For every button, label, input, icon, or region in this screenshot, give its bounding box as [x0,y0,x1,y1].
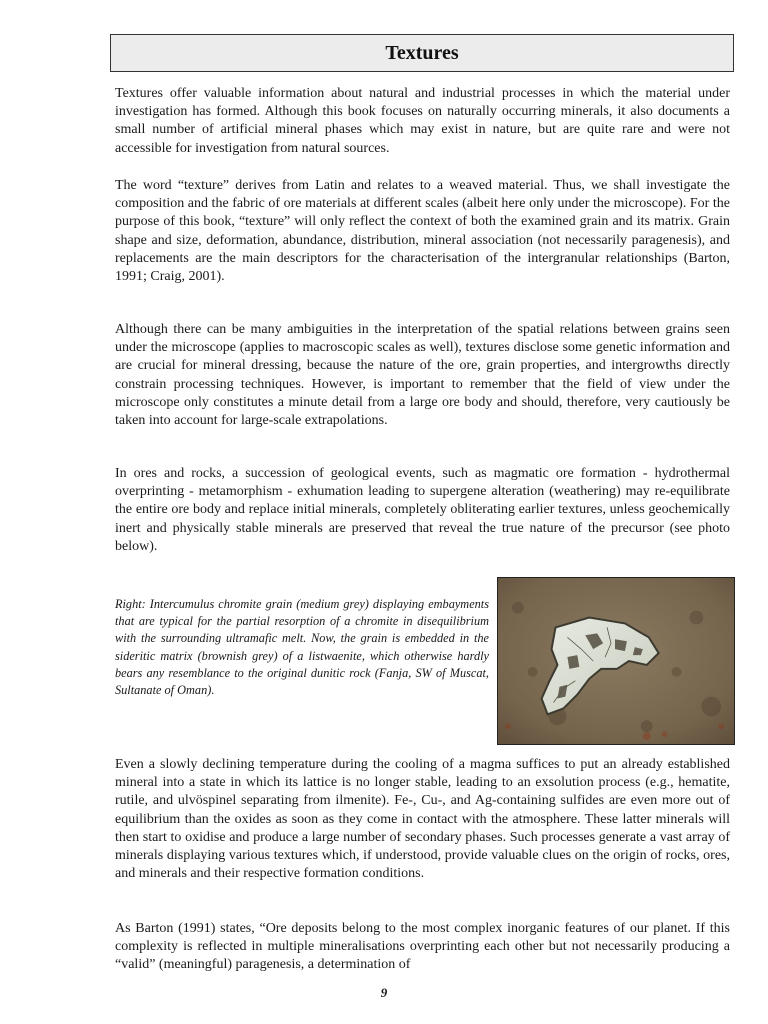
section-title-box [110,34,734,72]
figure-caption: Right: Intercumulus chromite grain (medium grey) displaying embayments that are typical for the partial resorption of a chromite in disequilibrium with the surrounding ultramafic melt. Now, the grain is embedded in the sideritic matrix (brownish grey) of a listwaenite, which otherwise hardly bears any resemblance to the original dunitic rock (Fanja, SW of Muscat, Sultanate of Oman). [115,597,489,698]
paragraph-barton-quote: As Barton (1991) states, “Ore deposits belong to the most complex inorganic features of our planet. If this complexity is reflected in multiple mineralisations overprinting each other but not necessarily producing a “valid” (meaningful) paragenesis, a determination of [115,921,730,973]
page-number: 9 [380,985,388,1000]
section-title: Textures [385,41,459,64]
paragraph-ambiguities: Although there can be many ambiguities in the interpretation of the spatial relations between grains seen under the microscope (applies to macroscopic scales as well), textures disclose some genetic information and are crucial for mineral dressing, because the nature of the ore, grain properties, and intergrowths directly constrain processing techniques. However, is important to remember that the field of view under the microscope only constitutes a minute detail from a large ore body and should, therefore, very cautiously be taken into account for large-scale extrapolations. [115,322,730,429]
chromite-grain-micrograph [498,578,734,744]
micrograph-photo [497,577,735,745]
paragraph-geological-events: In ores and rocks, a succession of geological events, such as magmatic ore formation - hydrothermal overprinting - metamorphism - exhumation leading to supergene alteration (weathering) may re-equilibrate the entire ore body and replace initial minerals, completely obliterating earlier textures, unless geochemically inert and physically stable minerals are preserved that reveal the true nature of the precursor (see photo below). [115,466,730,554]
paragraph-texture-definition: The word “texture” derives from Latin and relates to a weaved material. Thus, we shall investigate the composition and the fabric of ore materials at different scales (albeit here only under the microscope). For the purpose of this book, “texture” will only reflect the context of both the examined grain and its matrix. Grain shape and size, deformation, abundance, distribution, mineral association (not necessarily paragenesis), and replacements are the main descriptors for the characterisation of the intergranular relationships (Barton, 1991; Craig, 2001). [115,178,730,285]
paragraph-intro: Textures offer valuable information about natural and industrial processes in which the material under investigation has formed. Although this book focuses on naturally occurring minerals, it also documents a small number of artificial mineral phases which may exist in nature, but are quite rare and were not accessible for investigation from natural sources. [115,86,730,156]
paragraph-cooling: Even a slowly declining temperature during the cooling of a magma suffices to put an already established mineral into a state in which its lattice is no longer stable, leading to an exsolution process (e.g., hematite, rutile, and ulvöspinel separating from ilmenite). Fe-, Cu-, and Ag-containing sulfides are even more out of equilibrium than the oxides as soon as they come in contact with the atmosphere. These latter minerals will then start to oxidise and produce a large number of secondary phases. Such processes generate a vast array of minerals displaying various textures which, if understood, provide valuable clues on the origin of rocks, ores, and minerals and their respective formation conditions. [115,757,730,882]
